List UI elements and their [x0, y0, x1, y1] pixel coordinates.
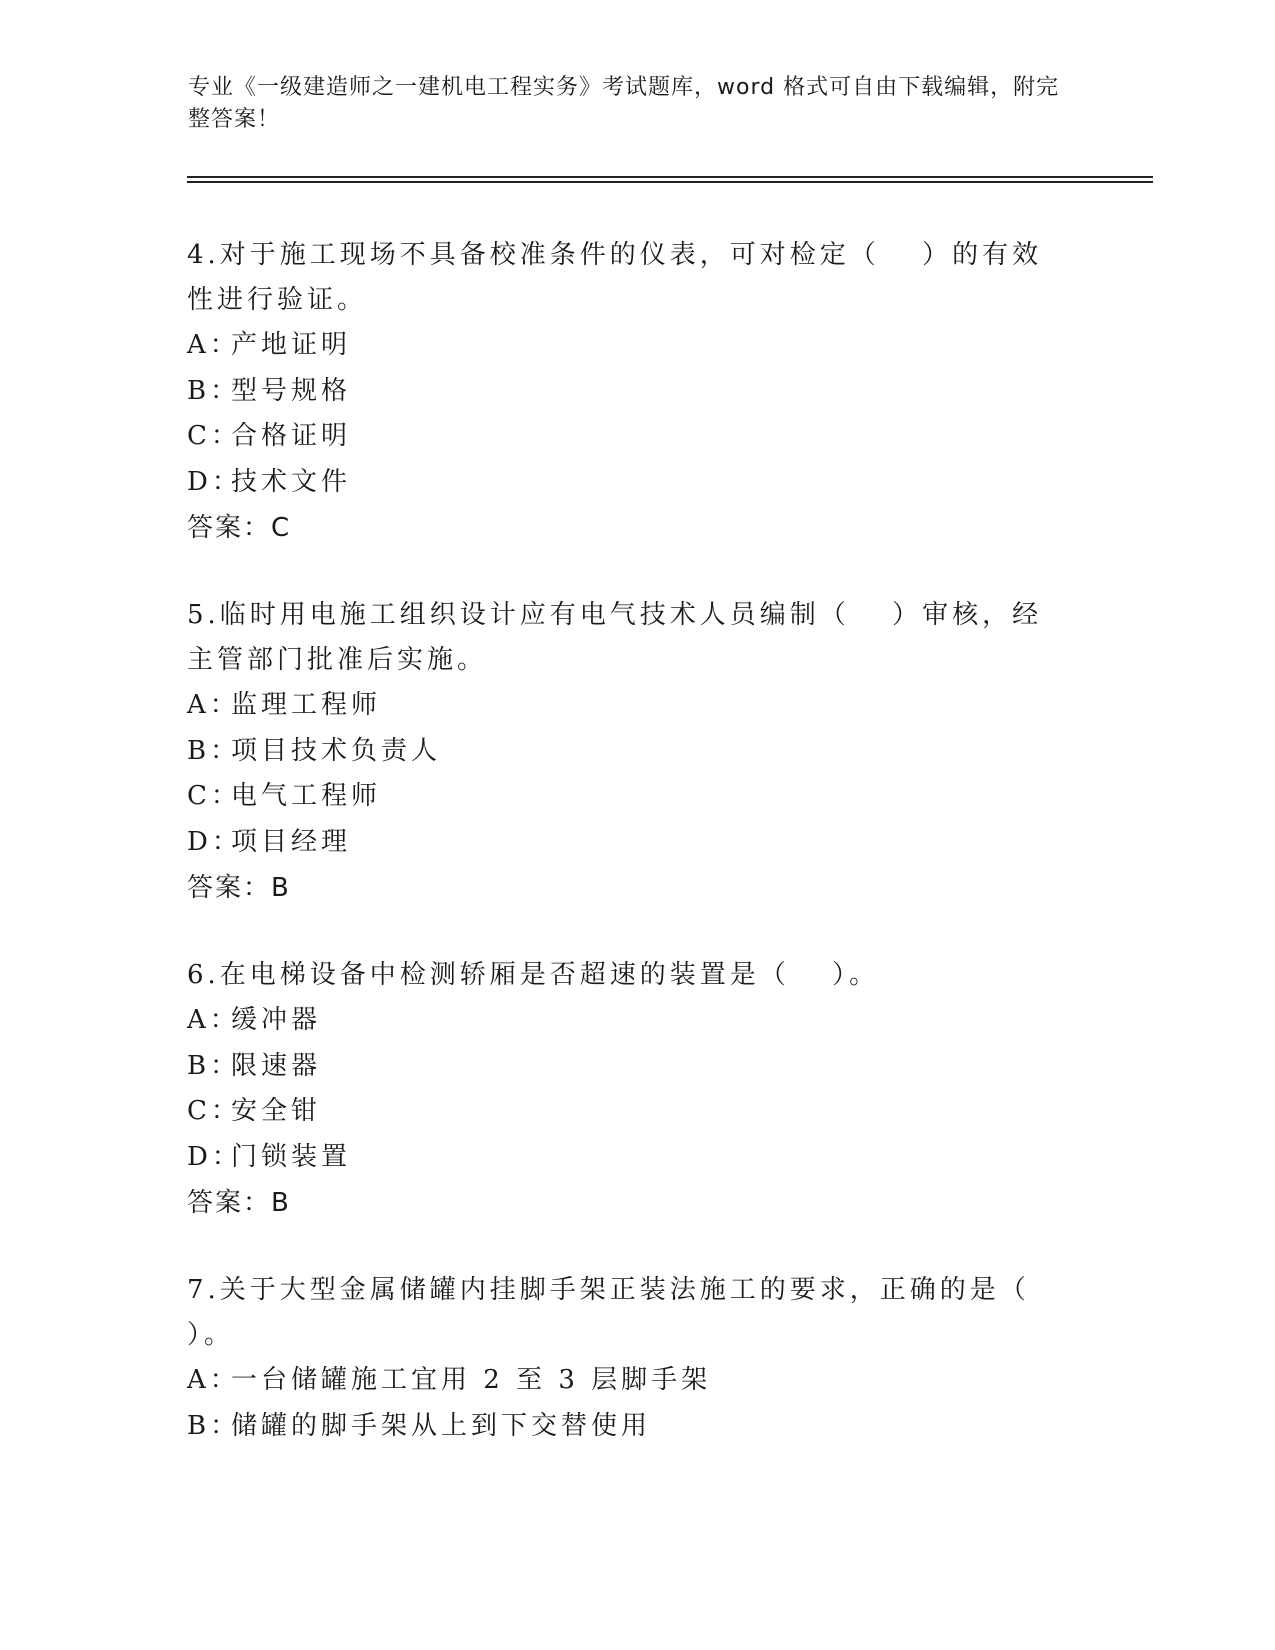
option-key: D：: [187, 1141, 242, 1172]
option-text: 合格证明: [231, 421, 352, 451]
option-key: A：: [187, 1365, 240, 1395]
option-key: C：: [187, 1096, 241, 1126]
option-text: 项目经理: [231, 826, 352, 857]
option-text: 缓冲器: [231, 1005, 322, 1035]
option-key: B：: [187, 1050, 241, 1081]
answer-label: 答案：B: [187, 873, 291, 903]
question-4: [187, 233, 1067, 551]
question-stem: 7.关于大型金属储罐内挂脚手架正装法施工的要求，正确的是（ ）。: [187, 1275, 1073, 1350]
option-text: 电气工程师: [231, 781, 382, 811]
option-a: [187, 683, 1067, 729]
option-text: 产地证明: [231, 330, 352, 360]
option-b: [187, 729, 1067, 775]
option-b: [187, 1404, 1067, 1450]
option-key: D：: [187, 466, 242, 497]
question-5: [187, 593, 1067, 911]
question-stem: 5.临时用电施工组织设计应有电气技术人员编制（ ）审核，经主管部门批准后实施。: [187, 600, 1043, 675]
option-text: 型号规格: [231, 375, 352, 406]
option-a: [187, 323, 1067, 369]
question-stem: 4.对于施工现场不具备校准条件的仪表，可对检定（ ）的有效性进行验证。: [187, 240, 1043, 315]
option-d: [187, 1135, 1067, 1181]
document-intro: 专业《一级建造师之一建机电工程实务》考试题库，word 格式可自由下载编辑，附完整答案！: [188, 75, 1060, 132]
option-text: 门锁装置: [231, 1141, 352, 1172]
option-key: B：: [187, 375, 241, 406]
answer-label: 答案：B: [187, 1188, 291, 1218]
question-6: [187, 953, 1067, 1226]
header-divider: [187, 176, 1153, 183]
option-c: [187, 414, 1067, 460]
option-text: 项目技术负责人: [231, 735, 442, 766]
option-b: [187, 369, 1067, 415]
option-key: B：: [187, 1410, 241, 1441]
question-list: [187, 233, 1073, 1491]
option-key: A：: [187, 690, 240, 720]
option-text: 监理工程师: [231, 690, 382, 720]
option-text: 安全钳: [231, 1096, 322, 1126]
option-c: [187, 774, 1067, 820]
option-key: A：: [187, 330, 240, 360]
option-key: D：: [187, 826, 242, 857]
option-key: A：: [187, 1005, 240, 1035]
option-d: [187, 820, 1067, 866]
option-key: C：: [187, 421, 241, 451]
option-text: 储罐的脚手架从上到下交替使用: [231, 1410, 652, 1441]
option-text: 技术文件: [231, 466, 352, 497]
question-7: [187, 1268, 1073, 1449]
question-stem: 6.在电梯设备中检测轿厢是否超速的装置是（ ）。: [187, 960, 880, 990]
option-text: 限速器: [231, 1050, 322, 1081]
option-key: C：: [187, 781, 241, 811]
option-c: [187, 1089, 1067, 1135]
option-b: [187, 1044, 1067, 1090]
option-text: 一台储罐施工宜用 2 至 3 层脚手架: [231, 1365, 712, 1395]
answer-label: 答案：C: [187, 513, 292, 543]
option-key: B：: [187, 735, 241, 766]
option-a: [187, 998, 1067, 1044]
option-d: [187, 460, 1067, 506]
option-a: [187, 1358, 1067, 1404]
